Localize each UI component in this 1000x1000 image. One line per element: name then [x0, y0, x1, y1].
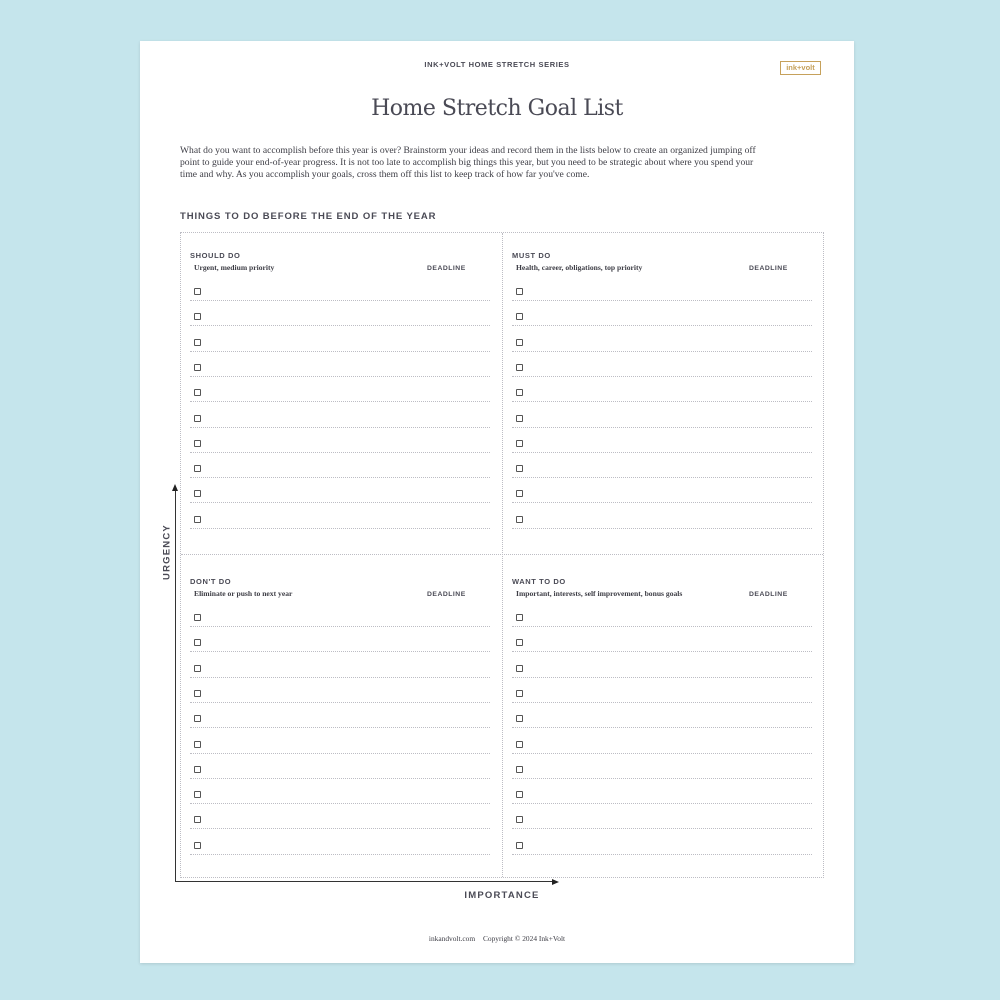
goal-row[interactable]	[190, 463, 490, 488]
goal-row[interactable]	[512, 840, 812, 865]
goal-row[interactable]	[512, 514, 812, 539]
goal-row[interactable]	[512, 413, 812, 438]
write-line	[190, 753, 490, 754]
write-line	[512, 727, 812, 728]
checkbox-icon[interactable]	[516, 766, 523, 773]
horizontal-divider	[181, 554, 823, 555]
goal-row[interactable]	[190, 362, 490, 387]
footer-copyright: Copyright © 2024 Ink+Volt	[482, 934, 566, 943]
write-line	[190, 502, 490, 503]
checkbox-icon[interactable]	[194, 816, 201, 823]
goal-row[interactable]	[190, 612, 490, 637]
goal-row[interactable]	[512, 764, 812, 789]
write-line	[190, 828, 490, 829]
goal-row[interactable]	[190, 387, 490, 412]
checkbox-icon[interactable]	[194, 516, 201, 523]
checkbox-icon[interactable]	[516, 288, 523, 295]
write-line	[190, 778, 490, 779]
checkbox-icon[interactable]	[516, 339, 523, 346]
checkbox-icon[interactable]	[194, 465, 201, 472]
checkbox-icon[interactable]	[516, 690, 523, 697]
quadrant-description: Eliminate or push to next year	[194, 589, 293, 598]
checkbox-icon[interactable]	[194, 614, 201, 621]
write-line	[190, 727, 490, 728]
goal-row[interactable]	[190, 337, 490, 362]
checkbox-icon[interactable]	[516, 665, 523, 672]
goal-row[interactable]	[190, 637, 490, 662]
page-title: Home Stretch Goal List	[371, 96, 623, 121]
checkbox-icon[interactable]	[516, 816, 523, 823]
goal-row[interactable]	[190, 663, 490, 688]
quadrant-dont-do	[190, 559, 490, 869]
write-line	[512, 351, 812, 352]
goal-row[interactable]	[190, 514, 490, 539]
worksheet-page	[140, 41, 854, 963]
checkbox-icon[interactable]	[516, 516, 523, 523]
goal-row[interactable]	[512, 387, 812, 412]
write-line	[190, 427, 490, 428]
checkbox-icon[interactable]	[516, 465, 523, 472]
write-line	[512, 528, 812, 529]
quadrant-title: MUST DO	[512, 251, 551, 260]
write-line	[512, 702, 812, 703]
goal-row[interactable]	[512, 362, 812, 387]
x-axis-line	[175, 881, 554, 882]
quadrant-title: SHOULD DO	[190, 251, 241, 260]
checkbox-icon[interactable]	[194, 842, 201, 849]
write-line	[190, 477, 490, 478]
write-line	[512, 452, 812, 453]
checkbox-icon[interactable]	[194, 313, 201, 320]
checkbox-icon[interactable]	[194, 665, 201, 672]
checkbox-icon[interactable]	[516, 490, 523, 497]
write-line	[190, 677, 490, 678]
write-line	[512, 651, 812, 652]
checkbox-icon[interactable]	[194, 490, 201, 497]
goal-row[interactable]	[512, 789, 812, 814]
goal-row[interactable]	[190, 688, 490, 713]
checkbox-icon[interactable]	[194, 339, 201, 346]
quadrant-title: WANT TO DO	[512, 577, 566, 586]
quadrant-description: Health, career, obligations, top priority	[516, 263, 643, 272]
checkbox-icon[interactable]	[194, 791, 201, 798]
checkbox-icon[interactable]	[516, 614, 523, 621]
write-line	[512, 502, 812, 503]
checkbox-icon[interactable]	[516, 842, 523, 849]
checkbox-icon[interactable]	[516, 639, 523, 646]
write-line	[190, 325, 490, 326]
checkbox-icon[interactable]	[194, 440, 201, 447]
deadline-header: DEADLINE	[427, 265, 466, 272]
write-line	[512, 828, 812, 829]
checkbox-icon[interactable]	[194, 715, 201, 722]
checkbox-icon[interactable]	[516, 415, 523, 422]
goal-row[interactable]	[512, 311, 812, 336]
goal-row[interactable]	[512, 814, 812, 839]
footer-site: inkandvolt.com	[428, 934, 476, 943]
quadrant-title: DON'T DO	[190, 577, 232, 586]
write-line	[512, 626, 812, 627]
goal-row[interactable]	[512, 463, 812, 488]
write-line	[190, 401, 490, 402]
brand-logo: ink+volt	[780, 61, 821, 75]
x-axis-label: IMPORTANCE	[464, 890, 540, 901]
quadrant-description: Important, interests, self improvement, bonus goals	[516, 589, 683, 598]
goal-row[interactable]	[512, 438, 812, 463]
right-arrow-icon	[552, 879, 559, 885]
checkbox-icon[interactable]	[516, 364, 523, 371]
goal-row[interactable]	[190, 311, 490, 336]
goal-row[interactable]	[190, 840, 490, 865]
goal-row[interactable]	[190, 438, 490, 463]
checkbox-icon[interactable]	[516, 791, 523, 798]
series-label: INK+VOLT HOME STRETCH SERIES	[424, 60, 570, 69]
checkbox-icon[interactable]	[194, 766, 201, 773]
section-heading: THINGS TO DO BEFORE THE END OF THE YEAR	[180, 211, 437, 222]
deadline-header: DEADLINE	[749, 591, 788, 598]
goal-row[interactable]	[512, 713, 812, 738]
goal-row[interactable]	[190, 814, 490, 839]
checkbox-icon[interactable]	[194, 639, 201, 646]
vertical-divider	[502, 233, 503, 877]
write-line	[190, 803, 490, 804]
write-line	[190, 300, 490, 301]
write-line	[190, 854, 490, 855]
goal-row[interactable]	[190, 789, 490, 814]
goal-row[interactable]	[512, 337, 812, 362]
goal-row[interactable]	[512, 488, 812, 513]
write-line	[512, 854, 812, 855]
intro-paragraph: What do you want to accomplish before this year is over? Brainstorm your ideas and record them in the lists below to create an organized jumping off point to guide your end-of-year progress. It is not too late to accomplish big things this year, but you need to be strategic about where you spend your time and why. As you accomplish your goals, cross them off this list to keep track of how far you've come.	[180, 145, 756, 180]
goal-row[interactable]	[190, 764, 490, 789]
goal-row[interactable]	[190, 739, 490, 764]
write-line	[190, 651, 490, 652]
checkbox-icon[interactable]	[516, 389, 523, 396]
quadrant-should-do	[190, 233, 490, 543]
footer	[140, 934, 854, 943]
goal-row[interactable]	[512, 612, 812, 637]
write-line	[190, 626, 490, 627]
checkbox-icon[interactable]	[516, 715, 523, 722]
quadrant-want-to-do	[512, 559, 812, 869]
write-line	[190, 528, 490, 529]
up-arrow-icon	[172, 484, 178, 491]
write-line	[512, 376, 812, 377]
checkbox-icon[interactable]	[194, 415, 201, 422]
write-line	[512, 427, 812, 428]
write-line	[512, 778, 812, 779]
goal-row[interactable]	[190, 713, 490, 738]
goal-row[interactable]	[190, 286, 490, 311]
checkbox-icon[interactable]	[516, 313, 523, 320]
goal-row[interactable]	[512, 739, 812, 764]
y-axis-label: URGENCY	[161, 524, 173, 580]
priority-matrix	[180, 232, 824, 878]
checkbox-icon[interactable]	[516, 440, 523, 447]
write-line	[190, 452, 490, 453]
goal-row[interactable]	[190, 488, 490, 513]
write-line	[190, 376, 490, 377]
deadline-header: DEADLINE	[427, 591, 466, 598]
quadrant-description: Urgent, medium priority	[194, 263, 275, 272]
goal-row[interactable]	[190, 413, 490, 438]
checkbox-icon[interactable]	[516, 741, 523, 748]
checkbox-icon[interactable]	[194, 364, 201, 371]
write-line	[512, 477, 812, 478]
checkbox-icon[interactable]	[194, 741, 201, 748]
write-line	[512, 753, 812, 754]
checkbox-icon[interactable]	[194, 288, 201, 295]
write-line	[190, 351, 490, 352]
write-line	[512, 401, 812, 402]
write-line	[512, 300, 812, 301]
goal-row[interactable]	[512, 637, 812, 662]
goal-row[interactable]	[512, 286, 812, 311]
write-line	[512, 677, 812, 678]
checkbox-icon[interactable]	[194, 690, 201, 697]
deadline-header: DEADLINE	[749, 265, 788, 272]
write-line	[512, 803, 812, 804]
y-axis-line	[175, 488, 176, 881]
checkbox-icon[interactable]	[194, 389, 201, 396]
goal-row[interactable]	[512, 688, 812, 713]
goal-row[interactable]	[512, 663, 812, 688]
write-line	[512, 325, 812, 326]
quadrant-must-do	[512, 233, 812, 543]
write-line	[190, 702, 490, 703]
